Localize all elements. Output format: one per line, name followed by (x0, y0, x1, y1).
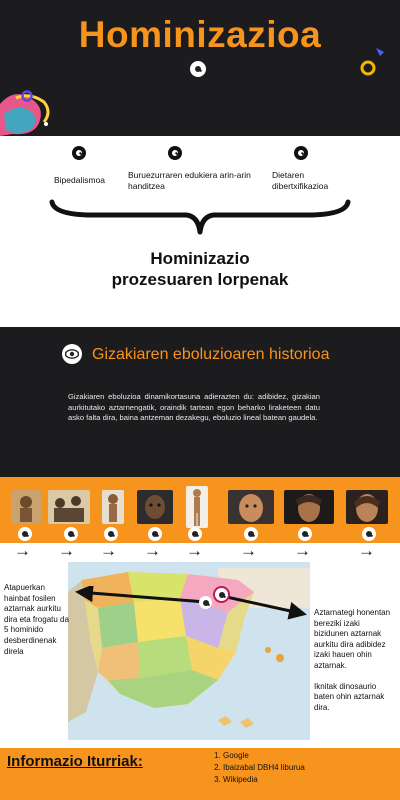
map-hotspot-site[interactable] (215, 588, 228, 601)
timeline-arrow-1: → (14, 541, 31, 560)
magnifier-icon (298, 150, 304, 156)
timeline-arrow-3: → (100, 541, 117, 560)
site-note-paragraph-1: Aztarnategi honentan bereziki izaki bizidunen aztarnak aurkitu dira adibidez izaki hauen ohin aztarnak. (314, 608, 391, 670)
source-item: 3. Wikipedia (223, 774, 305, 786)
timeline-hotspot-3[interactable] (104, 527, 118, 541)
sources-list (209, 750, 305, 786)
hominid-portrait-5 (186, 486, 208, 528)
timeline-hotspot-6[interactable] (244, 527, 258, 541)
achievement-3-button[interactable] (294, 146, 308, 160)
magnifier-icon (172, 150, 178, 156)
map-hotspot-atapuerca[interactable] (199, 596, 212, 609)
decorative-splash (0, 84, 70, 136)
achievement-2-button[interactable] (168, 146, 182, 160)
magnifier-icon (302, 531, 308, 537)
magnifier-icon (248, 531, 254, 537)
hominid-portrait-7 (284, 490, 334, 524)
hominid-portrait-3 (102, 490, 124, 524)
site-note (314, 608, 394, 713)
curly-brace (48, 198, 352, 238)
timeline-hotspot-7[interactable] (298, 527, 312, 541)
achievements-title: Hominizazio prozesuaren lorpenak (111, 249, 289, 289)
magnifier-icon (76, 150, 82, 156)
achievement-skull-capacity: Buruezurraren edukiera arin-arin handitzea (128, 170, 251, 191)
history-title: Gizakiaren eboluzioaren historioa (92, 346, 330, 363)
eye-hotspot-button[interactable] (62, 344, 82, 364)
eye-icon (65, 349, 79, 359)
info-hotspot-button[interactable] (190, 61, 206, 77)
hominid-portrait-6 (228, 490, 274, 524)
magnifier-icon (203, 600, 209, 606)
history-description: Gizakiaren eboluzioa dinamikortasuna adierazten du: adibidez, gizakian aurkitutako aztarnengatik, oraindik tartean egon beharko liraketeen datu asko falta dira, baina antzeman dezakegu, eboluzio lineal batean gaudela. (68, 392, 320, 423)
timeline-arrow-4: → (144, 541, 161, 560)
site-note-paragraph-2: Iknitak dinosaurio baten ohin aztarnak dira. (314, 681, 385, 712)
timeline-arrow-8: → (358, 541, 375, 560)
timeline-hotspot-8[interactable] (362, 527, 376, 541)
magnifier-icon (108, 531, 114, 537)
achievement-1-button[interactable] (72, 146, 86, 160)
sources-title: Informazio Iturriak: (7, 753, 143, 770)
magnifier-icon (152, 531, 158, 537)
magnifier-icon (219, 592, 225, 598)
magnifier-icon (195, 66, 201, 72)
hominid-portrait-1 (11, 490, 41, 524)
timeline-hotspot-1[interactable] (18, 527, 32, 541)
timeline-arrow-2: → (58, 541, 75, 560)
achievement-diet: Dietaren dibertxifikazioa (272, 170, 329, 191)
achievement-bipedalism: Bipedalismoa (54, 175, 106, 185)
page-title: Hominizazioa (78, 14, 322, 55)
magnifier-icon (22, 531, 28, 537)
hominid-portrait-2 (48, 490, 90, 524)
magnifier-icon (366, 531, 372, 537)
timeline-arrow-6: → (240, 541, 257, 560)
source-item: 1. Google (223, 750, 305, 762)
map-pointer-arrows (72, 586, 312, 622)
timeline-arrow-5: → (186, 541, 203, 560)
hominid-portrait-8 (346, 490, 388, 524)
atapuerca-note: Atapuerkan hainbat fosilen aztarnak aurkitu dira eta frogatu da 5 hominido desberdinenak direla (4, 583, 69, 656)
timeline-arrow-7: → (294, 541, 311, 560)
timeline-hotspot-2[interactable] (64, 527, 78, 541)
magnifier-icon (192, 531, 198, 537)
hominid-portrait-4 (137, 490, 173, 524)
source-item: 2. Ibaizabal DBH4 liburua (223, 762, 305, 774)
timeline-hotspot-5[interactable] (188, 527, 202, 541)
magnifier-icon (68, 531, 74, 537)
timeline-hotspot-4[interactable] (148, 527, 162, 541)
